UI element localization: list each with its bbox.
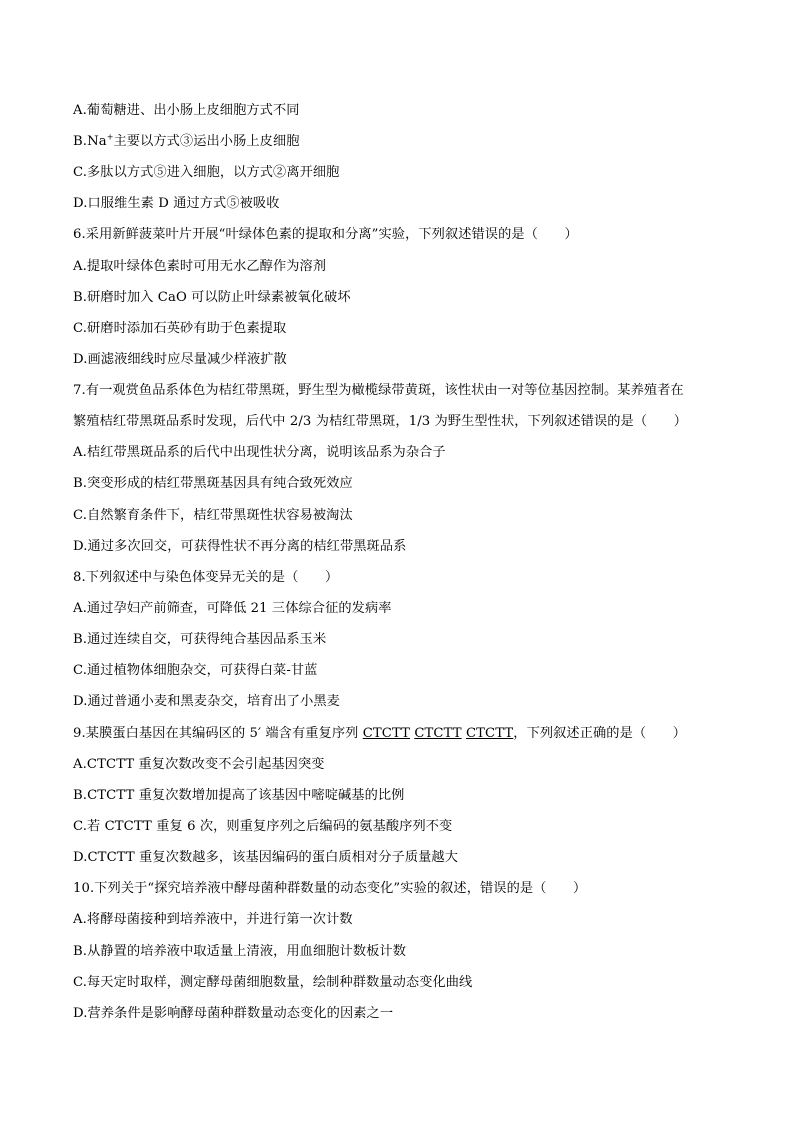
q8-option-d: D.通过普通小麦和黑麦杂交，培育出了小黑麦 (73, 694, 340, 709)
q9-seq-1: CTCTT (362, 726, 411, 741)
q7-option-d: D.通过多次回交，可获得性状不再分离的桔红带黑斑品系 (73, 539, 407, 554)
q5-option-b-sup: + (106, 132, 114, 142)
q5-option-b-pre: B.Na (73, 134, 107, 149)
q7-option-b: B.突变形成的桔红带黑斑基因具有纯合致死效应 (73, 476, 353, 491)
q5-option-d: D.口服维生素 D 通过方式⑤被吸收 (73, 196, 280, 211)
q8-option-c: C.通过植物体细胞杂交，可获得白菜-甘蓝 (73, 663, 318, 678)
q7-option-a: A.桔红带黑斑品系的后代中出现性状分离，说明该品系为杂合子 (73, 445, 446, 460)
q6-option-c: C.研磨时添加石英砂有助于色素提取 (73, 321, 287, 336)
q6-option-a: A.提取叶绿体色素时可用无水乙醇作为溶剂 (73, 259, 327, 274)
q9-option-b: B.CTCTT 重复次数增加提高了该基因中嘧啶碱基的比例 (73, 788, 405, 803)
q9-stem-post: ，下列叙述正确的是（ ） (513, 726, 687, 741)
q9-seq-2: CTCTT (414, 726, 462, 741)
q6-stem: 6.采用新鲜菠菜叶片开展“叶绿体色素的提取和分离”实验，下列叙述错误的是（ ） (73, 227, 578, 242)
q8-option-a: A.通过孕妇产前筛查，可降低 21 三体综合征的发病率 (73, 601, 392, 616)
q8-option-b: B.通过连续自交，可获得纯合基因品系玉米 (73, 632, 327, 647)
q9-option-d: D.CTCTT 重复次数越多，该基因编码的蛋白质相对分子质量越大 (73, 850, 458, 865)
q10-option-a: A.将酵母菌接种到培养液中，并进行第一次计数 (73, 912, 353, 927)
q6-option-b: B.研磨时加入 CaO 可以防止叶绿素被氧化破坏 (73, 290, 351, 305)
q5-option-b-post: 主要以方式③运出小肠上皮细胞 (113, 134, 300, 149)
q6-option-d: D.画滤液细线时应尽量减少样液扩散 (73, 352, 287, 367)
q9-option-c: C.若 CTCTT 重复 6 次，则重复序列之后编码的氨基酸序列不变 (73, 819, 453, 834)
q9-stem-pre: 9.某膜蛋白基因在其编码区的 5′ 端含有重复序列 (73, 726, 363, 741)
q7-option-c: C.自然繁育条件下，桔红带黑斑性状容易被淘汰 (73, 508, 353, 523)
q9-seq-3: CTCTT (465, 726, 514, 741)
q7-stem-line1: 7.有一观赏鱼品系体色为桔红带黑斑，野生型为橄榄绿带黄斑，该性状由一对等位基因控制。某养殖者在 (73, 383, 684, 398)
q8-stem: 8.下列叙述中与染色体变异无关的是（ ） (73, 570, 339, 585)
q9-stem (73, 724, 733, 744)
q10-option-d: D.营养条件是影响酵母菌种群数量动态变化的因素之一 (73, 1006, 394, 1021)
q10-option-b: B.从静置的培养液中取适量上清液，用血细胞计数板计数 (73, 944, 406, 959)
q9-option-a: A.CTCTT 重复次数改变不会引起基因突变 (73, 757, 325, 772)
q5-option-a: A.葡萄糖进、出小肠上皮细胞方式不同 (73, 103, 300, 118)
q10-stem: 10.下列关于“探究培养液中酵母菌种群数量的动态变化”实验的叙述，错误的是（ ） (73, 881, 587, 896)
q7-stem-line2: 繁殖桔红带黑斑品系时发现，后代中 2/3 为桔红带黑斑，1/3 为野生型性状，下列叙述错误的是（ ） (73, 414, 687, 429)
q5-option-b (73, 132, 733, 152)
q10-option-c: C.每天定时取样，测定酵母菌细胞数量，绘制种群数量动态变化曲线 (73, 975, 473, 990)
q5-option-c: C.多肽以方式⑤进入细胞，以方式②离开细胞 (73, 165, 340, 180)
